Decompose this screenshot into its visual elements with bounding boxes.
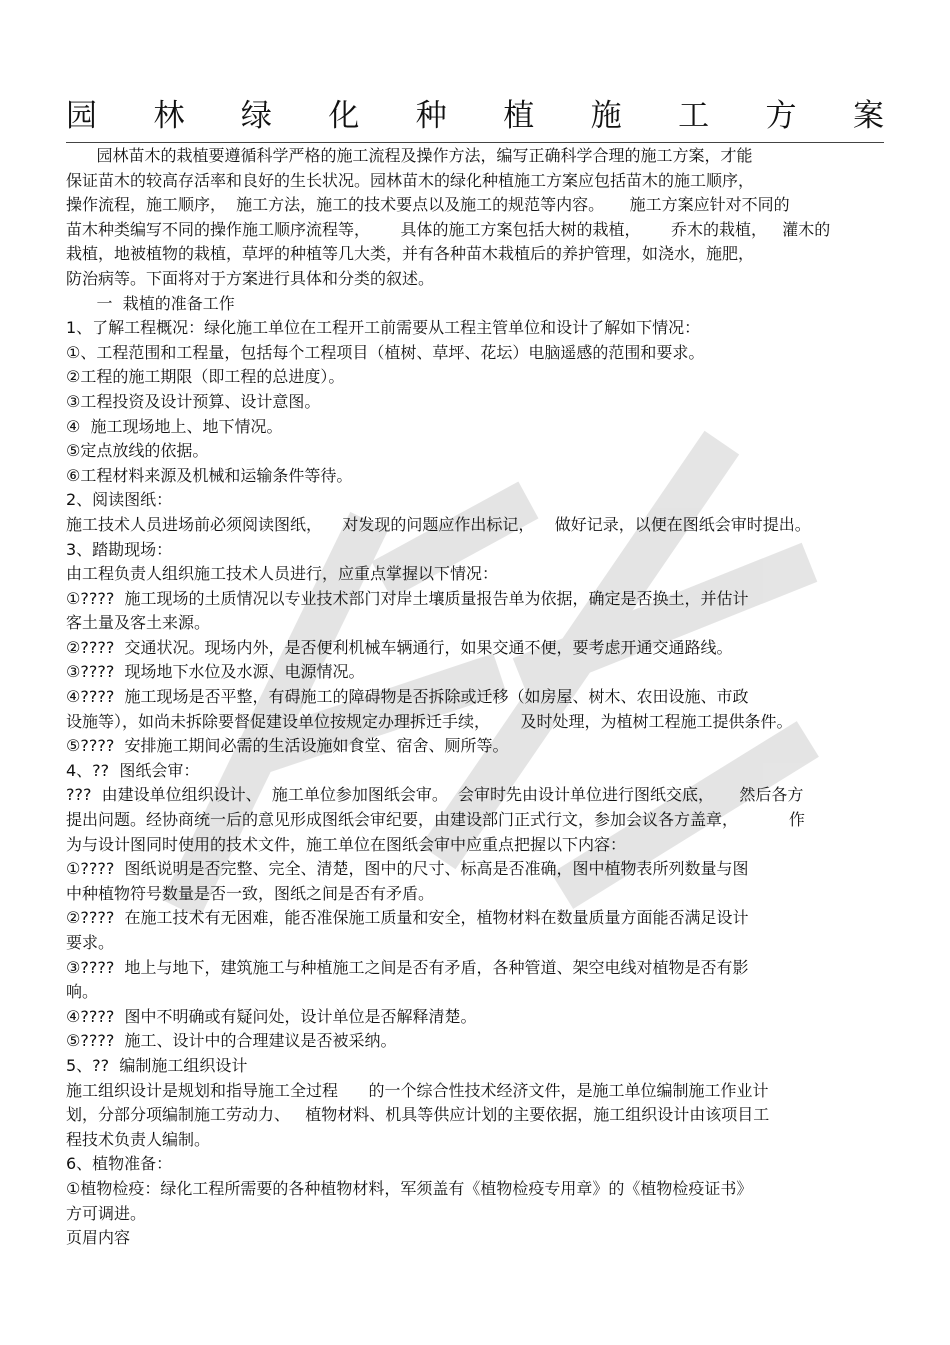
text-line: 栽植，地被植物的栽植，草坪的种植等几大类，并有各种苗木栽植后的养护管理，如浇水，施肥，: [66, 244, 755, 264]
text-line: ①、工程范围和工程量，包括每个工程项目（植树、草坪、花坛）电脑遥感的范围和要求。: [66, 342, 705, 362]
text-line: 要求。: [66, 933, 115, 952]
title-char: 施: [590, 98, 622, 134]
text-line: ①???? 图纸说明是否完整、完全、清楚，图中的尺寸、标高是否准确，图中植物表所列数量与图: [66, 859, 749, 879]
text-line: ③???? 现场地下水位及水源、电源情况。: [66, 662, 365, 682]
title-char: 林: [153, 98, 185, 134]
text-line: 提出问题。经协商统一后的意见形成图纸会审纪要，由建设部门正式行文，参加会议各方盖章， 作: [66, 810, 805, 830]
text-line: ③工程投资及设计预算、设计意图。: [66, 391, 321, 411]
text-line: 施工组织设计是规划和指导施工全过程 的一个综合性技术经济文件，是施工单位编制施工作业计: [66, 1080, 769, 1100]
title-char: 方: [765, 98, 797, 134]
title-char: 绿: [240, 98, 272, 134]
text-line: 苗木种类编写不同的操作施工顺序流程等， 具体的施工方案包括大树的栽植， 乔木的栽植， 灌木的: [66, 219, 831, 239]
text-line: 程技术负责人编制。: [66, 1129, 211, 1149]
text-line: ②???? 在施工技术有无困难，能否准保施工质量和安全，植物材料在数量质量方面能否满足设计: [66, 908, 749, 928]
text-line: ④???? 图中不明确或有疑问处，设计单位是否解释清楚。: [66, 1006, 477, 1026]
text-line: ②工程的施工期限（即工程的总进度）。: [66, 367, 345, 387]
title-char: 种: [415, 98, 447, 134]
text-line: 一 栽植的准备工作: [66, 293, 235, 313]
text-line: ④???? 施工现场是否平整，有碍施工的障碍物是否拆除或迁移（如房屋、树木、农田设施、市政: [66, 687, 749, 707]
text-line: 施工技术人员进场前必须阅读图纸， 对发现的问题应作出标记， 做好记录，以便在图纸会审时提出。: [66, 514, 811, 534]
title-underline: [66, 142, 884, 143]
document-body: [66, 144, 886, 1251]
text-line: ④ 施工现场地上、地下情况。: [66, 416, 283, 436]
text-line: 由工程负责人组织施工技术人员进行，应重点掌握以下情况：: [66, 564, 499, 584]
title-char: 植: [503, 98, 535, 134]
document-title: [66, 96, 884, 136]
title-char: 工: [678, 98, 710, 134]
text-line: 响。: [66, 982, 99, 1002]
text-line: ②???? 交通状况。现场内外，是否便利机械车辆通行，如果交通不便，要考虑开通交通路线。: [66, 637, 733, 657]
text-line: 3、踏勘现场：: [66, 539, 173, 559]
text-line: ⑤???? 安排施工期间必需的生活设施如食堂、宿舍、厕所等。: [66, 736, 509, 756]
text-line: 客土量及客土来源。: [66, 613, 211, 633]
title-char: 案: [852, 98, 884, 134]
text-line: 园林苗木的栽植要遵循科学严格的施工流程及操作方法，编写正确科学合理的施工方案，才能: [66, 146, 753, 165]
text-line: 设施等），如尚未拆除要督促建设单位按规定办理拆迁手续， 及时处理，为植树工程施工提供条件。: [66, 711, 793, 731]
text-line: 1、了解工程概况：绿化施工单位在工程开工前需要从工程主管单位和设计了解如下情况：: [66, 318, 701, 338]
text-line: 中种植物符号数量是否一致，图纸之间是否有矛盾。: [66, 883, 435, 903]
text-line: 为与设计图同时使用的技术文件，施工单位在图纸会审中应重点把握以下内容：: [66, 834, 627, 854]
text-line: ⑤???? 施工、设计中的合理建议是否被采纳。: [66, 1031, 397, 1051]
text-line: ⑤定点放线的依据。: [66, 441, 209, 461]
title-char: 园: [66, 98, 97, 134]
text-line: 6、植物准备：: [66, 1154, 173, 1174]
title-char: 化: [328, 98, 360, 134]
text-line: 2、阅读图纸：: [66, 490, 173, 510]
text-line: ③???? 地上与地下，建筑施工与种植施工之间是否有矛盾，各种管道、架空电线对植物是否有影: [66, 957, 749, 977]
text-line: ①植物检疫：绿化工程所需要的各种植物材料，军须盖有《植物检疫专用章》的《植物检疫证书》: [66, 1178, 753, 1198]
text-line: ①???? 施工现场的土质情况以专业技术部门对岸土壤质量报告单为依据，确定是否换土，并估计: [66, 588, 749, 608]
text-line: ??? 由建设单位组织设计、 施工单位参加图纸会审。 会审时先由设计单位进行图纸交底， 然后各方: [66, 785, 804, 805]
text-line: 划，分部分项编制施工劳动力、 植物材料、机具等供应计划的主要依据，施工组织设计由该项目工: [66, 1105, 770, 1125]
text-line: 4、?? 图纸会审：: [66, 760, 200, 780]
text-line: 5、?? 编制施工组织设计: [66, 1055, 248, 1075]
text-line: 方可调进。: [66, 1203, 147, 1223]
text-line: ⑥工程材料来源及机械和运输条件等待。: [66, 465, 353, 485]
text-line: 防治病等。下面将对于方案进行具体和分类的叙述。: [66, 268, 435, 288]
text-line: 保证苗木的较高存活率和良好的生长状况。园林苗木的绿化种植施工方案应包括苗木的施工顺序，: [66, 170, 755, 190]
page-header-footer-text: 页眉内容: [66, 1228, 131, 1248]
text-line: 操作流程，施工顺序， 施工方法，施工的技术要点以及施工的规范等内容。 施工方案应针对不同的: [66, 195, 790, 215]
